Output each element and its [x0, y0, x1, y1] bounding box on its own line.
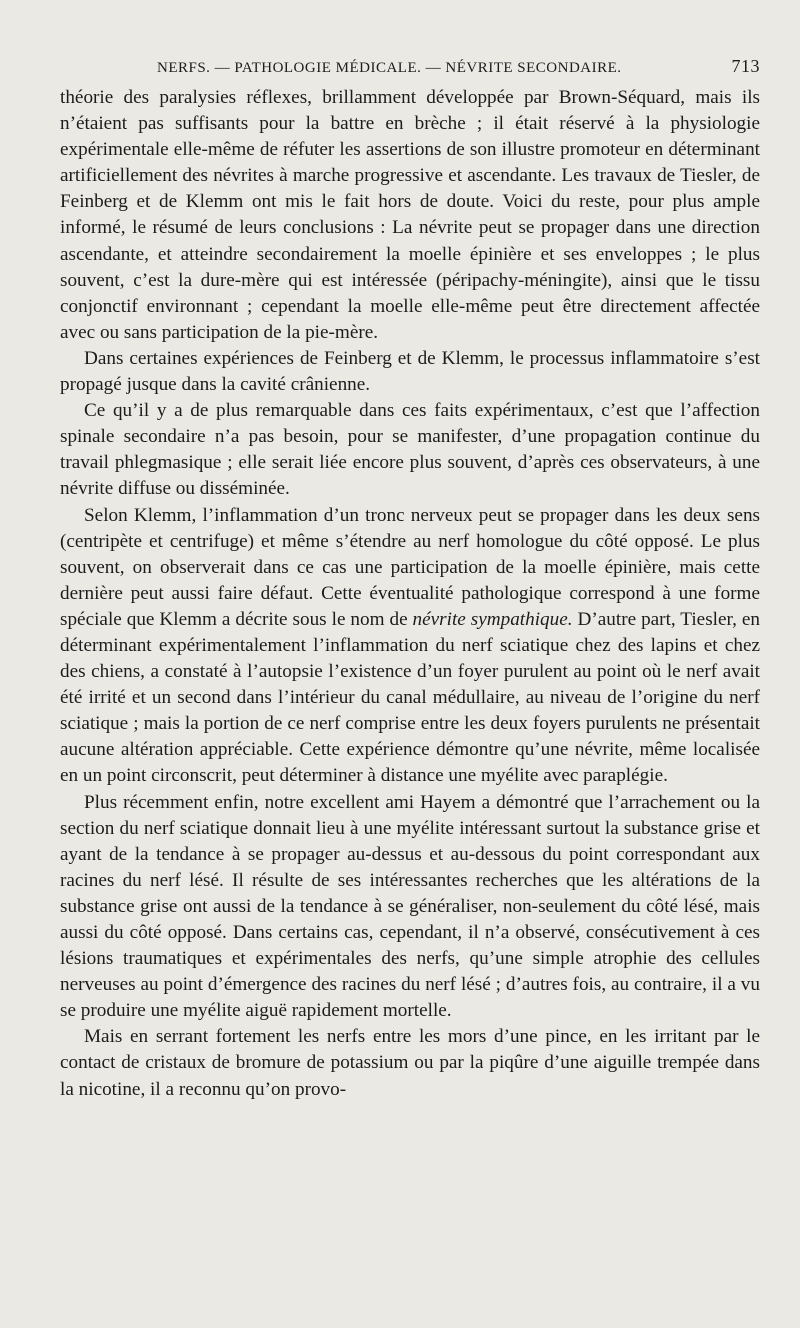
running-head-title: NERFS. — PATHOLOGIE MÉDICALE. — NÉVRITE SECONDAIRE. — [157, 60, 622, 76]
paragraph-4 — [60, 503, 760, 790]
paragraph-5: Plus récemment enfin, notre excellent ami Hayem a démontré que l’arrachement ou la section du nerf sciatique donnait lieu à une myélite intéressant surtout la substance grise et ayant de la tendance à se propager au-dessus et au-dessous du point correspondant aux racines du nerf lésé. Il résulte de ses intéressantes recherches que les altérations de la substance grise ont aussi de la tendance à se généraliser, non-seulement du côté lésé, mais aussi du côté opposé. Dans certains cas, cependant, il n’a observé, consécutivement à ces lésions traumatiques et expérimentales des nerfs, qu’une simple atrophie des cellules nerveuses au point d’émergence des racines du nerf lésé ; d’autres fois, au contraire, il a vu se produire une myélite aiguë rapidement mortelle. — [60, 791, 760, 1022]
paragraph-4-text-before: Selon Klemm, l’inflammation d’un tronc nerveux peut se propager dans les deux sens (centripète et centrifuge) et même s’étendre au nerf homologue du côté opposé. Le plus souvent, on observerait dans ce cas une participation de la moelle épinière, mais cette dernière peut aussi faire défaut. Cette éventualité pathologique correspond à une forme spéciale que Klemm a décrite sous le nom de — [60, 504, 760, 630]
page-number: 713 — [731, 56, 760, 76]
paragraph-4-text-after: D’autre part, Tiesler, en déterminant expérimentalement l’inflammation du nerf sciatique chez des lapins et chez des chiens, a constaté à l’autopsie l’existence d’un foyer purulent au point où le nerf avait été irrité et un second dans l’intérieur du canal médullaire, au niveau de l’origine du nerf sciatique ; mais la portion de ce nerf comprise entre les deux foyers purulents ne présentait aucune altération appréciable. Cette expérience démontre qu’une névrite, même localisée en un point circonscrit, peut déterminer à distance une myélite avec paraplégie. — [60, 608, 760, 787]
paragraph-6: Mais en serrant fortement les nerfs entre les mors d’une pince, en les irritant par le contact de cristaux de bromure de potassium ou par la piqûre d’une aiguille trempée dans la nicotine, il a reconnu qu’on provo- — [60, 1026, 760, 1100]
paragraph-1: théorie des paralysies réflexes, brillamment développée par Brown-Séquard, mais ils n’étaient pas suffisants pour la battre en brèche ; il était réservé à la physiologie expérimentale elle-même de réfuter les assertions de son illustre promoteur en déterminant artificiellement des névrites à marche progressive et ascendante. Les travaux de Tiesler, de Feinberg et de Klemm ont mis le fait hors de doute. Voici du reste, pour plus ample informé, le résumé de leurs conclusions : La névrite peut se propager dans une direction ascendante, et atteindre secondairement la moelle épinière et ses enveloppes ; le plus souvent, c’est la dure-mère qui est intéressée (péripachy-méningite), ainsi que le tissu conjonctif environnant ; cependant la moelle elle-même peut être directement affectée avec ou sans participation de la pie-mère. — [60, 87, 760, 343]
paragraph-2: Dans certaines expériences de Feinberg et de Klemm, le processus inflammatoire s’est propagé jusque dans la cavité crânienne. — [60, 347, 760, 396]
paragraph-4-italic-term: névrite sympathique. — [412, 608, 573, 630]
running-head — [60, 56, 760, 77]
paragraph-3: Ce qu’il y a de plus remarquable dans ces faits expérimentaux, c’est que l’affection spinale secondaire n’a pas besoin, pour se manifester, d’une propagation continue du travail phlegmasique ; elle serait liée encore plus souvent, d’après ces observateurs, à une névrite diffuse ou disséminée. — [60, 400, 760, 500]
body-text — [60, 85, 760, 1103]
